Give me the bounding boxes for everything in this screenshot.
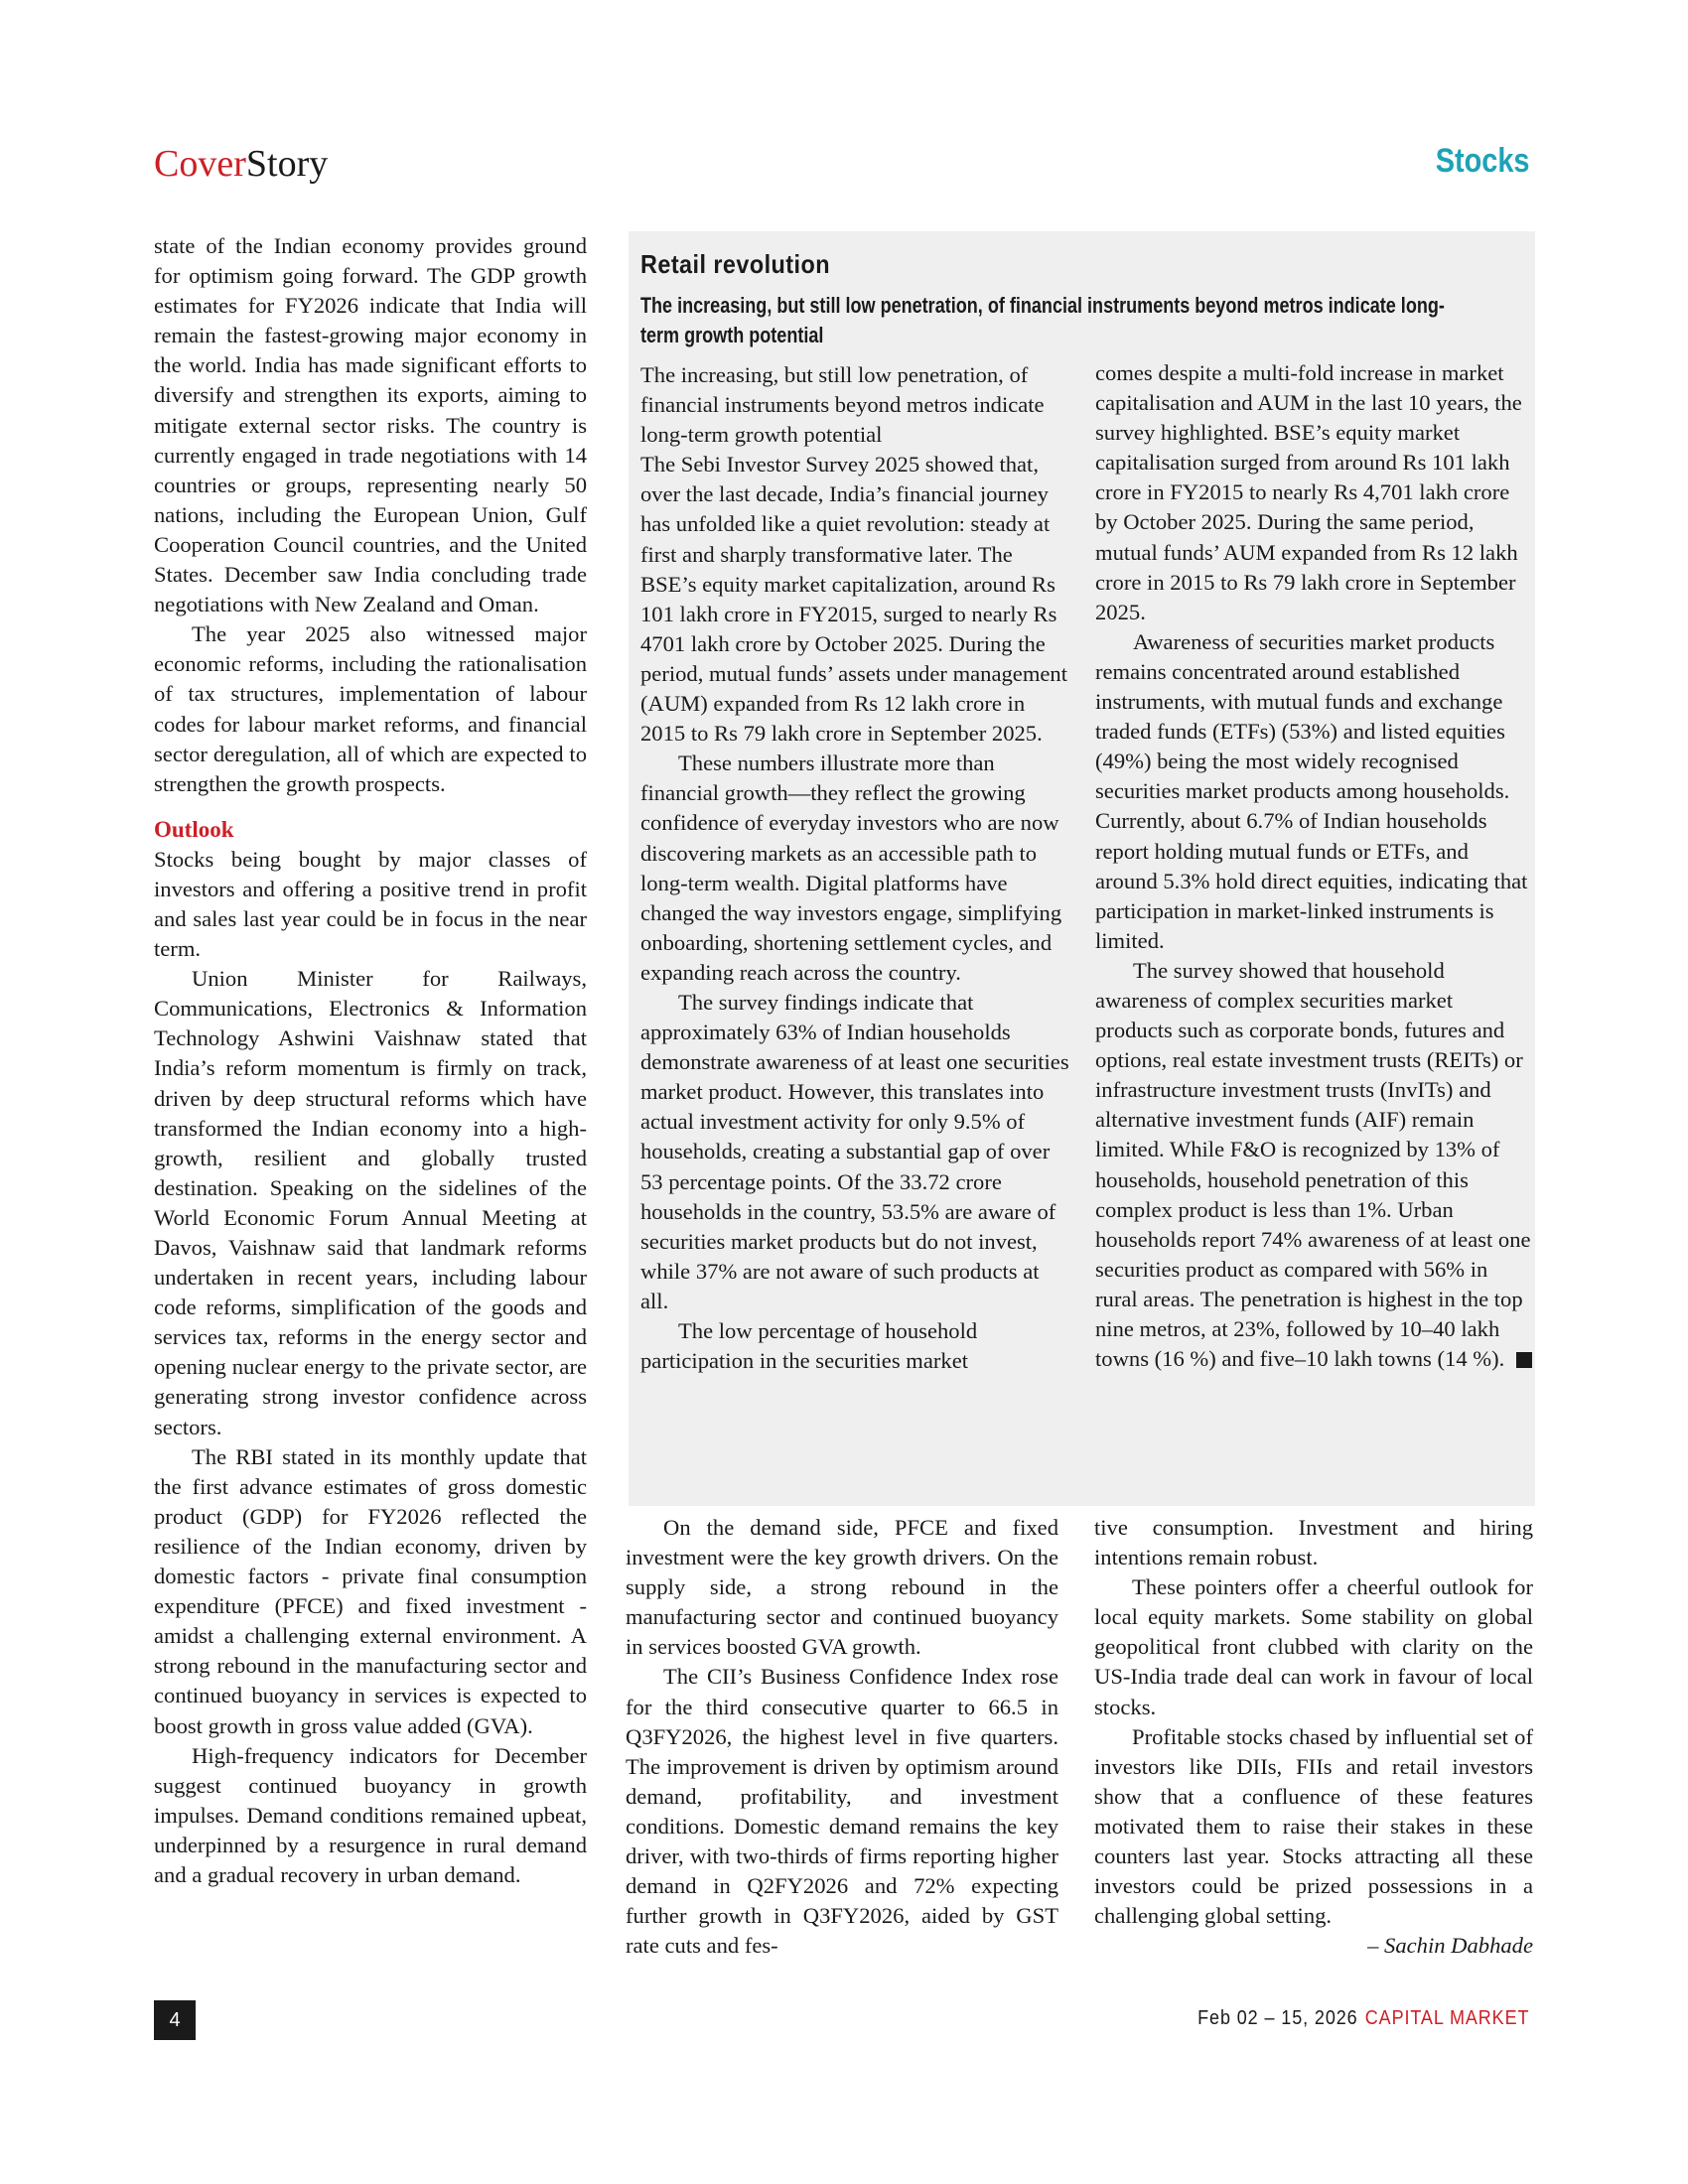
category-label: Stocks	[1435, 142, 1529, 180]
publication-name: CAPITAL MARKET	[1364, 2007, 1529, 2029]
paragraph: The survey findings indicate that approximately 63% of Indian households demonstrate awareness of at least one securities market product. However, this translates into actual investment activity for only 9.5% of households, creating a substantial gap of over 53 percentage points. Of the 33.72 crore households in the country, 53.5% are aware of securities market products but do not invest, while 37% are not aware of such products at all.	[640, 989, 1069, 1313]
paragraph: tive consumption. Investment and hiring intentions remain robust.	[1094, 1515, 1533, 1570]
box-column-2	[1095, 358, 1532, 1374]
section-title-cover: Cover	[154, 143, 246, 185]
outlook-heading: Outlook	[154, 816, 234, 842]
issue-date: Feb 02 – 15, 2026	[1196, 2007, 1358, 2029]
paragraph: These numbers illustrate more than financial growth—they reflect the growing confidence of everyday investors who are now discovering markets as an accessible path to long-term wealth. Digital platforms have changed the way investors engage, simplifying onboarding, shortening settlement cycles, and expanding reach across the country.	[640, 751, 1062, 985]
section-title-story: Story	[245, 143, 329, 185]
paragraph: comes despite a multi-fold increase in market capitalisation and AUM in the last 10 years, the survey highlighted. BSE’s equity market capitalisation surged from around Rs 101 lakh crore in FY2015 to nearly Rs 4,701 lakh crore by October 2025. During the same period, mutual funds’ AUM expanded from Rs 12 lakh crore in 2015 to Rs 79 lakh crore in September 2025.	[1095, 360, 1522, 624]
paragraph: The CII’s Business Confidence Index rose for the third consecutive quarter to 66.5 in Q3FY2026, the highest level in five quarters. The improvement is driven by optimism around demand, profitability, and investment conditions. Domestic demand remains the key driver, with two-thirds of firms reporting higher demand in Q2FY2026 and 72% expecting further growth in Q3FY2026, aided by GST rate cuts and fes-	[626, 1664, 1058, 1959]
box-subtitle: The increasing, but still low penetration, of financial instruments beyond metros indicate long-term growth potential	[640, 293, 1445, 347]
paragraph: Profitable stocks chased by influential set of investors like DIIs, FIIs and retail investors show that a confluence of these features motivated them to raise their stakes in these counters last year. Stocks attracting all these investors could be prized possessions in a challenging global setting.	[1094, 1723, 1533, 1929]
retail-revolution-box	[629, 231, 1535, 1506]
paragraph-text: The survey showed that household awareness of complex securities market products such as corporate bonds, futures and options, real estate investment trusts (REITs) or infrastructure investment trusts (InvITs) and alternative investment funds (AIF) remain limited. While F&O is recognized by 13% of households, household penetration of this complex product is less than 1%. Urban households report 74% awareness of at least one securities product as compared with 56% in rural areas. The penetration is highest in the top nine metros, at 23%, followed by 10–40 lakh towns (16 %) and five–10 lakh towns (14 %).	[1095, 957, 1531, 1372]
section-title	[154, 139, 328, 189]
middle-column	[626, 1513, 1058, 1961]
paragraph: Union Minister for Railways, Communications, Electronics & Information Technology Ashwini Vaishnaw stated that India’s reform momentum is firmly on track, driven by deep structural reforms which have transformed the Indian economy into a high-growth, resilient and globally trusted destination. Speaking on the sidelines of the World Economic Forum Annual Meeting at Davos, Vaishnaw said that landmark reforms undertaken in recent years, including labour code reforms, simplification of the goods and services tax, reforms in the energy sector and opening nuclear energy to the private sector, are generating strong investor confidence across sectors.	[154, 966, 587, 1439]
footer	[1197, 2007, 1529, 2030]
left-column	[154, 231, 587, 1890]
paragraph: High-frequency indicators for December suggest continued buoyancy in growth impulses. Demand conditions remained upbeat, underpinned by a resurgence in rural demand and a gradual recovery in urban demand.	[154, 1742, 587, 1887]
page-number: 4	[154, 2000, 196, 2040]
paragraph: The increasing, but still low penetration, of financial instruments beyond metros indicate long-term growth potential	[640, 362, 1045, 448]
byline: – Sachin Dabhade	[1367, 1933, 1533, 1959]
paragraph: The low percentage of household participation in the securities market	[640, 1318, 978, 1374]
paragraph	[1095, 956, 1532, 1374]
box-column-1	[640, 360, 1069, 1376]
paragraph: Awareness of securities market products remains concentrated around established instruments, with mutual funds and exchange traded funds (ETFs) (53%) and listed equities (49%) being the most widely recognised securities market products among households. Currently, about 6.7% of Indian households report holding mutual funds or ETFs, and around 5.3% hold direct equities, indicating that participation in market-linked instruments is limited.	[1095, 628, 1528, 953]
paragraph: The RBI stated in its monthly update that the first advance estimates of gross domestic product (GDP) for FY2026 reflected the resilience of the Indian economy, driven by domestic factors - private final consumption expenditure (PFCE) and fixed investment - amidst a challenging external environment. A strong rebound in the manufacturing sector and continued buoyancy in services is expected to boost growth in gross value added (GVA).	[154, 1443, 587, 1738]
right-column	[1094, 1513, 1533, 1961]
paragraph: Stocks being bought by major classes of investors and offering a positive trend in profit and sales last year could be in focus in the near term.	[154, 846, 587, 962]
paragraph: The Sebi Investor Survey 2025 showed that, over the last decade, India’s financial journey has unfolded like a quiet revolution: steady at first and sharply transformative later. The BSE’s equity market capitalization, around Rs 101 lakh crore in FY2015, surged to nearly Rs 4701 lakh crore by October 2025. During the period, mutual funds’ assets under management (AUM) expanded from Rs 12 lakh crore in 2015 to Rs 79 lakh crore in September 2025.	[640, 452, 1067, 747]
end-mark-icon	[1516, 1352, 1532, 1368]
paragraph: These pointers offer a cheerful outlook for local equity markets. Some stability on global geopolitical front clubbed with clarity on the US-India trade deal can work in favour of local stocks.	[1094, 1574, 1533, 1719]
paragraph: The year 2025 also witnessed major economic reforms, including the rationalisation of tax structures, implementation of labour codes for labour market reforms, and financial sector deregulation, all of which are expected to strengthen the growth prospects.	[154, 621, 587, 796]
box-title: Retail revolution	[640, 249, 830, 279]
paragraph: state of the Indian economy provides ground for optimism going forward. The GDP growth estimates for FY2026 indicate that India will remain the fastest-growing major economy in the world. India has made significant efforts to diversify and strengthen its exports, aiming to mitigate external sector risks. The country is currently engaged in trade negotiations with 14 countries or groups, representing nearly 50 nations, including the European Union, Gulf Cooperation Council countries, and the United States. December saw India concluding trade negotiations with New Zealand and Oman.	[154, 233, 587, 617]
paragraph: On the demand side, PFCE and fixed investment were the key growth drivers. On the supply side, a strong rebound in the manufacturing sector and continued buoyancy in services boosted GVA growth.	[626, 1515, 1058, 1660]
